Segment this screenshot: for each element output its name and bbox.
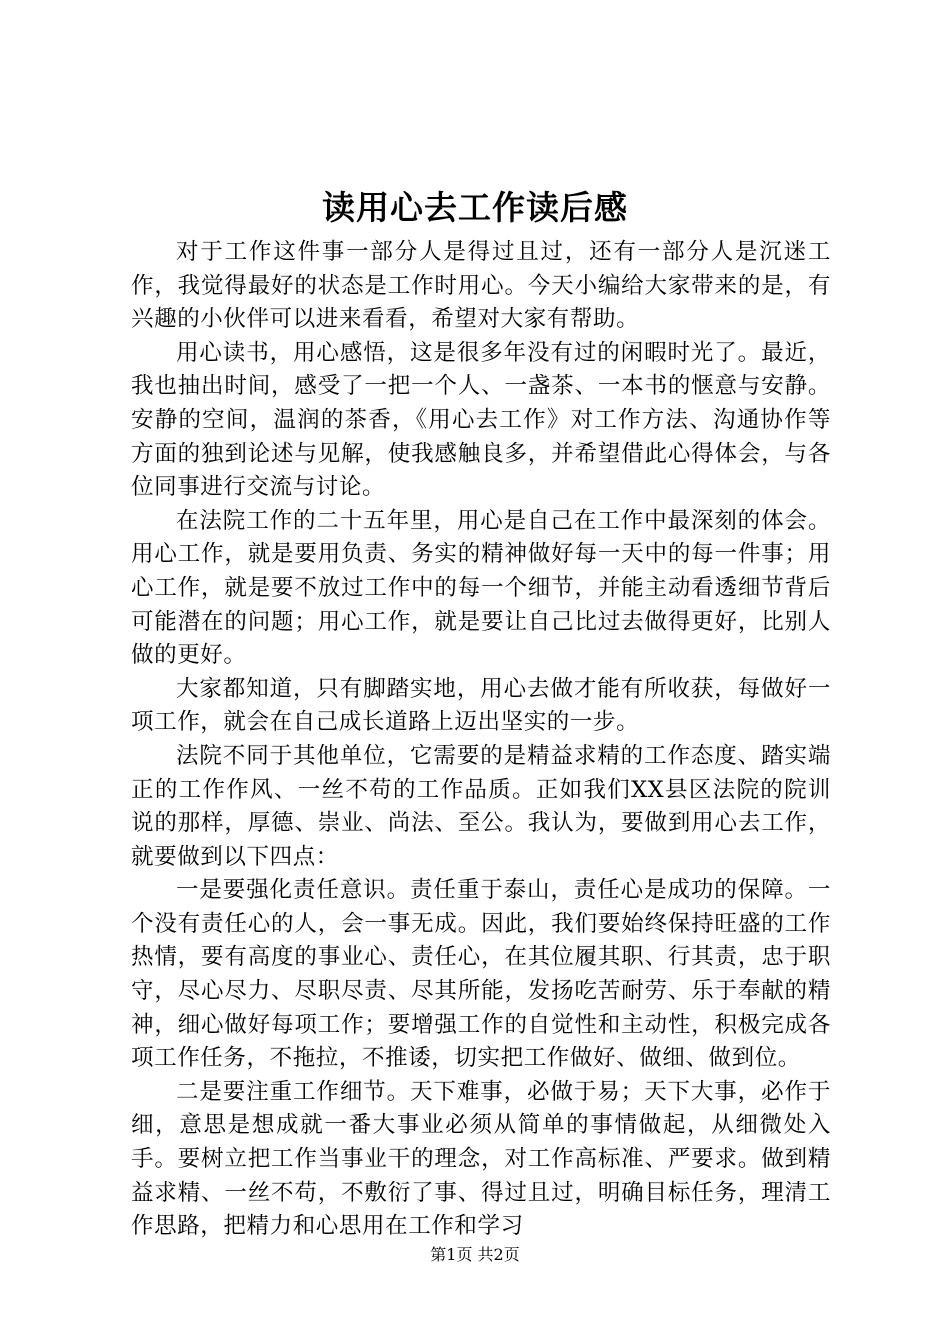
paragraph-reading: 用心读书，用心感悟，这是很多年没有过的闲暇时光了。最近，我也抽出时间，感受了一把一个人、一盏茶、一本书的惬意与安静。安静的空间，温润的茶香，《用心去工作》对工作方法、沟通协作等方面的独到论述与见解，使我感触良多，并希望借此心得体会，与各位同事进行交流与讨论。 — [131, 339, 831, 501]
paragraph-point-two: 二是要注重工作细节。天下难事，必做于易；天下大事，必作于细，意思是想成就一番大事业必须从简单的事情做起，从细微处入手。要树立把工作当事业干的理念，对工作高标准、严要求。做到精益求精、一丝不苟，不敷衍了事、得过且过，明确目标任务，理清工作思路，把精力和心思用在工作和学习 — [131, 1078, 831, 1240]
paragraph-intro: 对于工作这件事一部分人是得过且过，还有一部分人是沉迷工作，我觉得最好的状态是工作时用心。今天小编给大家带来的是，有兴趣的小伙伴可以进来看看，希望对大家有帮助。 — [131, 239, 831, 333]
paragraph-down-to-earth: 大家都知道，只有脚踏实地，用心去做才能有所收获，每做好一项工作，就会在自己成长道路上迈出坚实的一步。 — [131, 675, 831, 736]
paragraph-point-one: 一是要强化责任意识。责任重于泰山，责任心是成功的保障。一个没有责任心的人，会一事无成。因此，我们要始终保持旺盛的工作热情，要有高度的事业心、责任心，在其位履其职、行其责，忠于职守，尽心尽力、尽职尽责、尽其所能，发扬吃苦耐劳、乐于奉献的精神，细心做好每项工作；要增强工作的自觉性和主动性，积极完成各项工作任务，不拖拉，不推诿，切实把工作做好、做细、做到位。 — [131, 877, 831, 1072]
document-body — [131, 236, 831, 1244]
document-title: 读用心去工作读后感 — [322, 188, 628, 227]
paragraph-court-work: 在法院工作的二十五年里，用心是自己在工作中最深刻的体会。用心工作，就是要用负责、务实的精神做好每一天中的每一件事；用心工作，就是要不放过工作中的每一个细节，并能主动看透细节背后可能潜在的问题；用心工作，就是要让自己比过去做得更好，比别人做的更好。 — [131, 507, 831, 669]
paragraph-court-motto: 法院不同于其他单位，它需要的是精益求精的工作态度、踏实端正的工作作风、一丝不苟的工作品质。正如我们XX县区法院的院训说的那样，厚德、崇业、尚法、至公。我认为，要做到用心去工作，就要做到以下四点： — [131, 742, 831, 870]
page-footer: 第1页 共2页 — [430, 1245, 520, 1264]
